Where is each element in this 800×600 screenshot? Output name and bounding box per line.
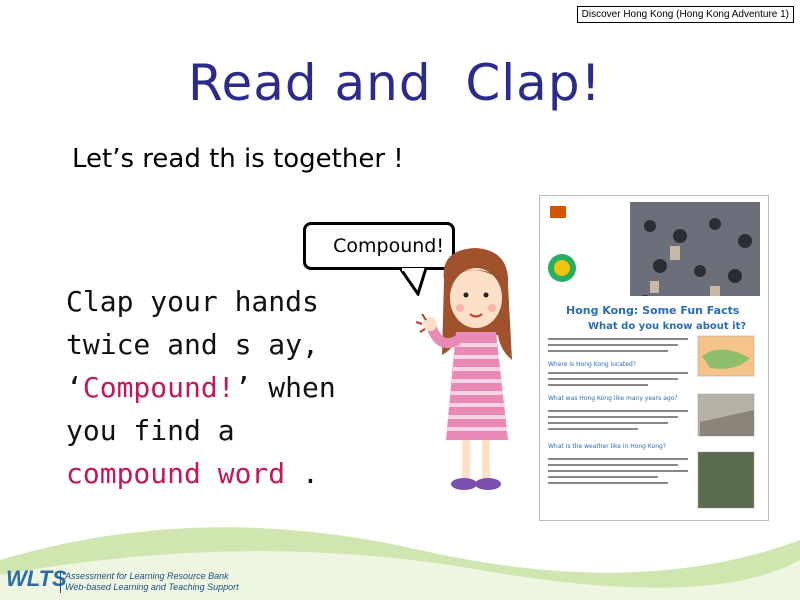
instruction-text — [66, 280, 336, 495]
wlts-logo: WLTS — [6, 566, 67, 591]
book-subheading: What do you know about it? — [588, 321, 747, 332]
footer-caption — [60, 571, 239, 593]
slide-subtitle: Let’s read th is together ! — [72, 144, 404, 174]
instruction-line-1: Clap your hands — [66, 285, 319, 318]
instruction-compound-word: compound word — [66, 457, 286, 490]
instruction-line-4: you find a — [66, 414, 235, 447]
book-question-3: What is the weather like in Hong Kong? — [548, 443, 666, 450]
instruction-line-2: twice and s ay, — [66, 328, 319, 361]
book-question-1: Where is Hong Kong located? — [548, 361, 636, 368]
instruction-line-3-post: ’ when — [234, 371, 336, 404]
instruction-line-3-pre: ‘ — [66, 371, 83, 404]
instruction-line-5-post: . — [285, 457, 319, 490]
slide-title: Read and Clap! — [188, 54, 602, 112]
footer-line-1: Assessment for Learning Resource Bank — [65, 571, 229, 581]
book-page-image — [540, 196, 768, 520]
book-question-2: What was Hong Kong like many years ago? — [548, 395, 678, 402]
speech-bubble-text: Compound! — [333, 235, 444, 257]
source-label: Discover Hong Kong (Hong Kong Adventure 1) — [577, 6, 794, 23]
instruction-keyword: Compound! — [82, 371, 235, 404]
book-page-illustration — [540, 196, 768, 520]
book-heading: Hong Kong: Some Fun Facts — [566, 304, 740, 317]
girl-clapping-illustration — [400, 240, 540, 500]
footer-line-2: Web-based Learning and Teaching Support — [65, 582, 239, 592]
